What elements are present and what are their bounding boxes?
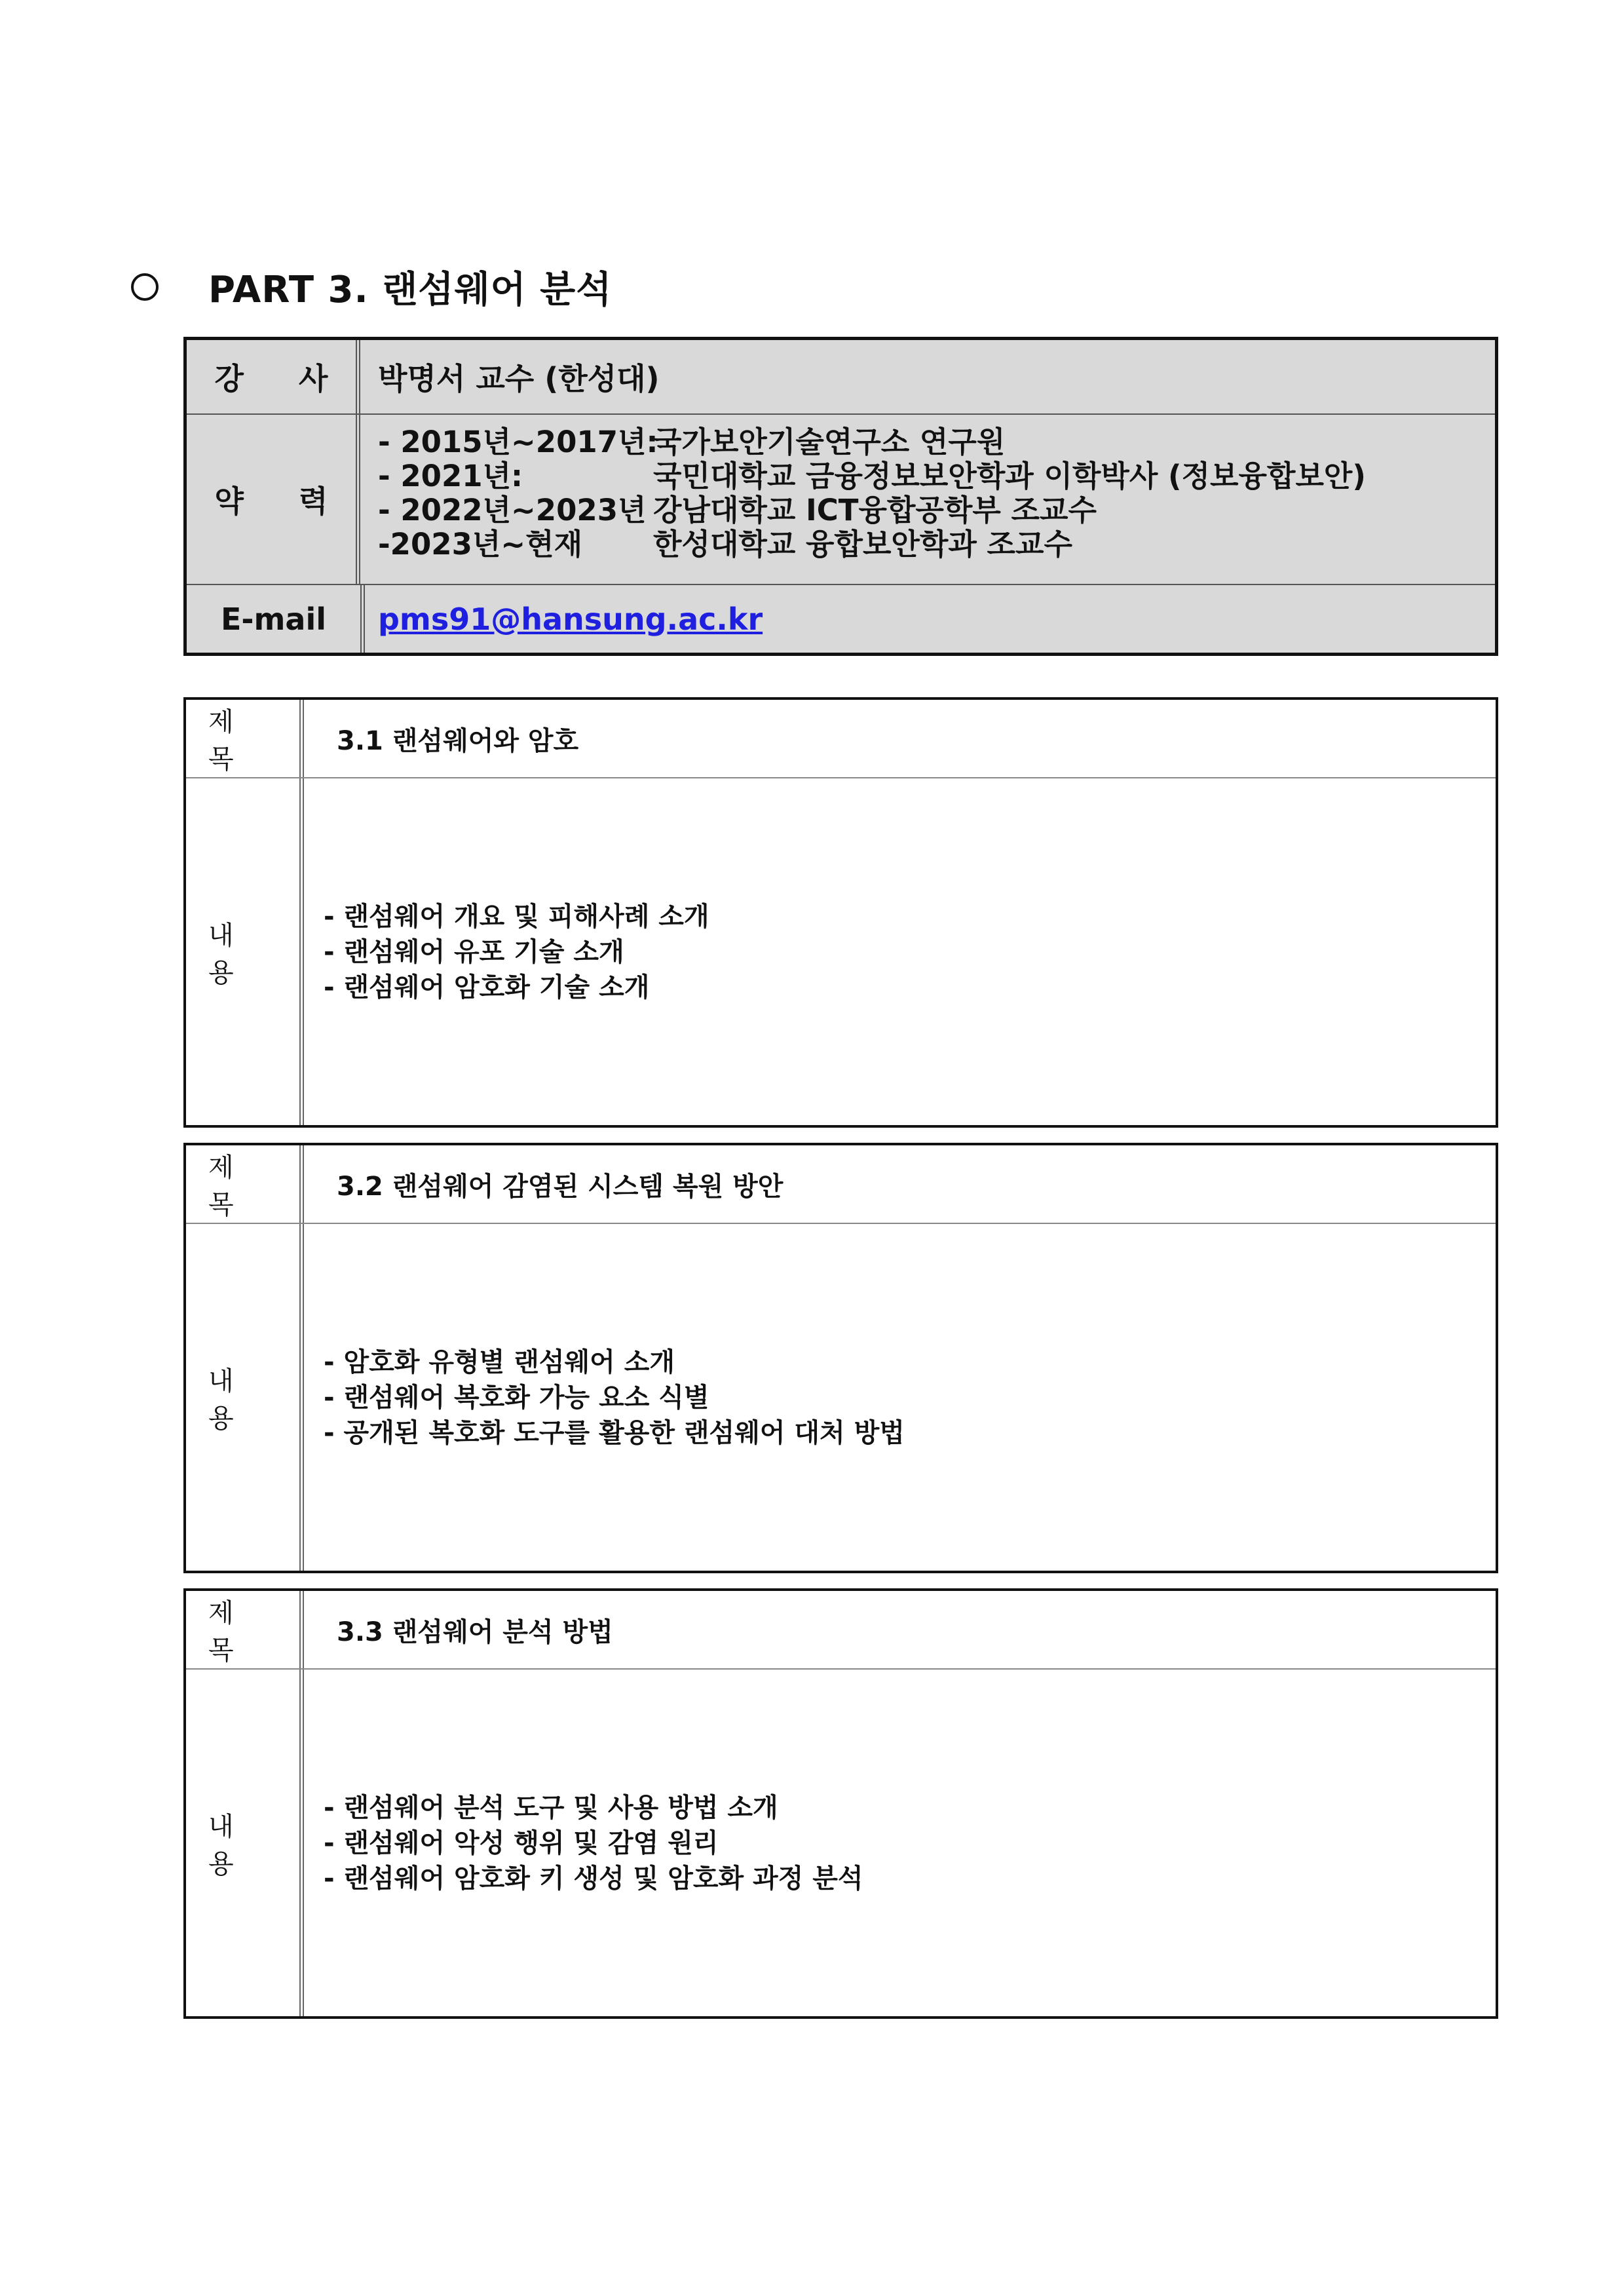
content-label: 내 용 xyxy=(186,1224,304,1571)
instructor-name-label: 강 사 xyxy=(187,340,360,413)
instructor-email-row xyxy=(187,585,1495,653)
title-label: 제 목 xyxy=(186,700,304,777)
lecture-box-3 xyxy=(183,1588,1498,2019)
content-list xyxy=(324,778,709,1125)
career-item: - 2022년~2023년 강남대학교 ICT융합공학부 조교수 xyxy=(378,493,1097,527)
career-item: - 2021년: 국민대학교 금융정보보안학과 이학박사 (정보융합보안) xyxy=(378,459,1366,493)
instructor-career-row xyxy=(187,415,1495,585)
lecture-title: 3.2 랜섬웨어 감염된 시스템 복원 방안 xyxy=(337,1171,784,1202)
lecture-content-row xyxy=(186,778,1496,1125)
instructor-name-row xyxy=(187,340,1495,415)
lecture-title-row xyxy=(186,1591,1496,1670)
lecture-title-row xyxy=(186,700,1496,778)
content-list xyxy=(324,1224,905,1571)
list-item: - 랜섬웨어 유포 기술 소개 xyxy=(324,936,624,967)
list-item: - 랜섬웨어 암호화 기술 소개 xyxy=(324,972,650,1003)
section-title: PART 3. 랜섬웨어 분석 xyxy=(208,269,613,311)
list-item: - 랜섬웨어 암호화 키 생성 및 암호화 과정 분석 xyxy=(324,1863,863,1894)
title-label: 제 목 xyxy=(186,1591,304,1668)
lecture-title-row xyxy=(186,1145,1496,1224)
lecture-box-2 xyxy=(183,1143,1498,1573)
instructor-name: 박명서 교수 (한성대) xyxy=(378,361,660,396)
list-item: - 랜섬웨어 개요 및 피해사례 소개 xyxy=(324,901,709,932)
lecture-content-row xyxy=(186,1670,1496,2016)
instructor-career-label: 약 력 xyxy=(187,415,360,584)
list-item: - 공개된 복호화 도구를 활용한 랜섬웨어 대처 방법 xyxy=(324,1417,905,1448)
content-label: 내 용 xyxy=(186,778,304,1125)
email-value xyxy=(378,585,1482,653)
email-link[interactable]: pms91@hansung.ac.kr xyxy=(378,601,763,637)
instructor-table xyxy=(183,337,1498,656)
title-label: 제 목 xyxy=(186,1145,304,1223)
list-item: - 암호화 유형별 랜섬웨어 소개 xyxy=(324,1347,675,1377)
lecture-title: 3.3 랜섬웨어 분석 방법 xyxy=(337,1617,613,1647)
lecture-box-1 xyxy=(183,697,1498,1128)
section-heading xyxy=(131,261,612,313)
career-item: -2023년~현재 한성대학교 융합보안학과 조교수 xyxy=(378,527,1072,562)
lecture-content-row xyxy=(186,1224,1496,1571)
instructor-email-label: E-mail xyxy=(187,585,365,653)
list-item: - 랜섬웨어 복호화 가능 요소 식별 xyxy=(324,1382,709,1413)
content-label: 내 용 xyxy=(186,1670,304,2016)
career-item: - 2015년~2017년: 국가보안기술연구소 연구원 xyxy=(378,425,1006,459)
content-list xyxy=(324,1670,863,2016)
lecture-title: 3.1 랜섬웨어와 암호 xyxy=(337,725,579,756)
circle-bullet-icon xyxy=(131,273,159,301)
list-item: - 랜섬웨어 분석 도구 및 사용 방법 소개 xyxy=(324,1792,778,1823)
career-list xyxy=(378,425,1366,562)
list-item: - 랜섬웨어 악성 행위 및 감염 원리 xyxy=(324,1827,719,1858)
